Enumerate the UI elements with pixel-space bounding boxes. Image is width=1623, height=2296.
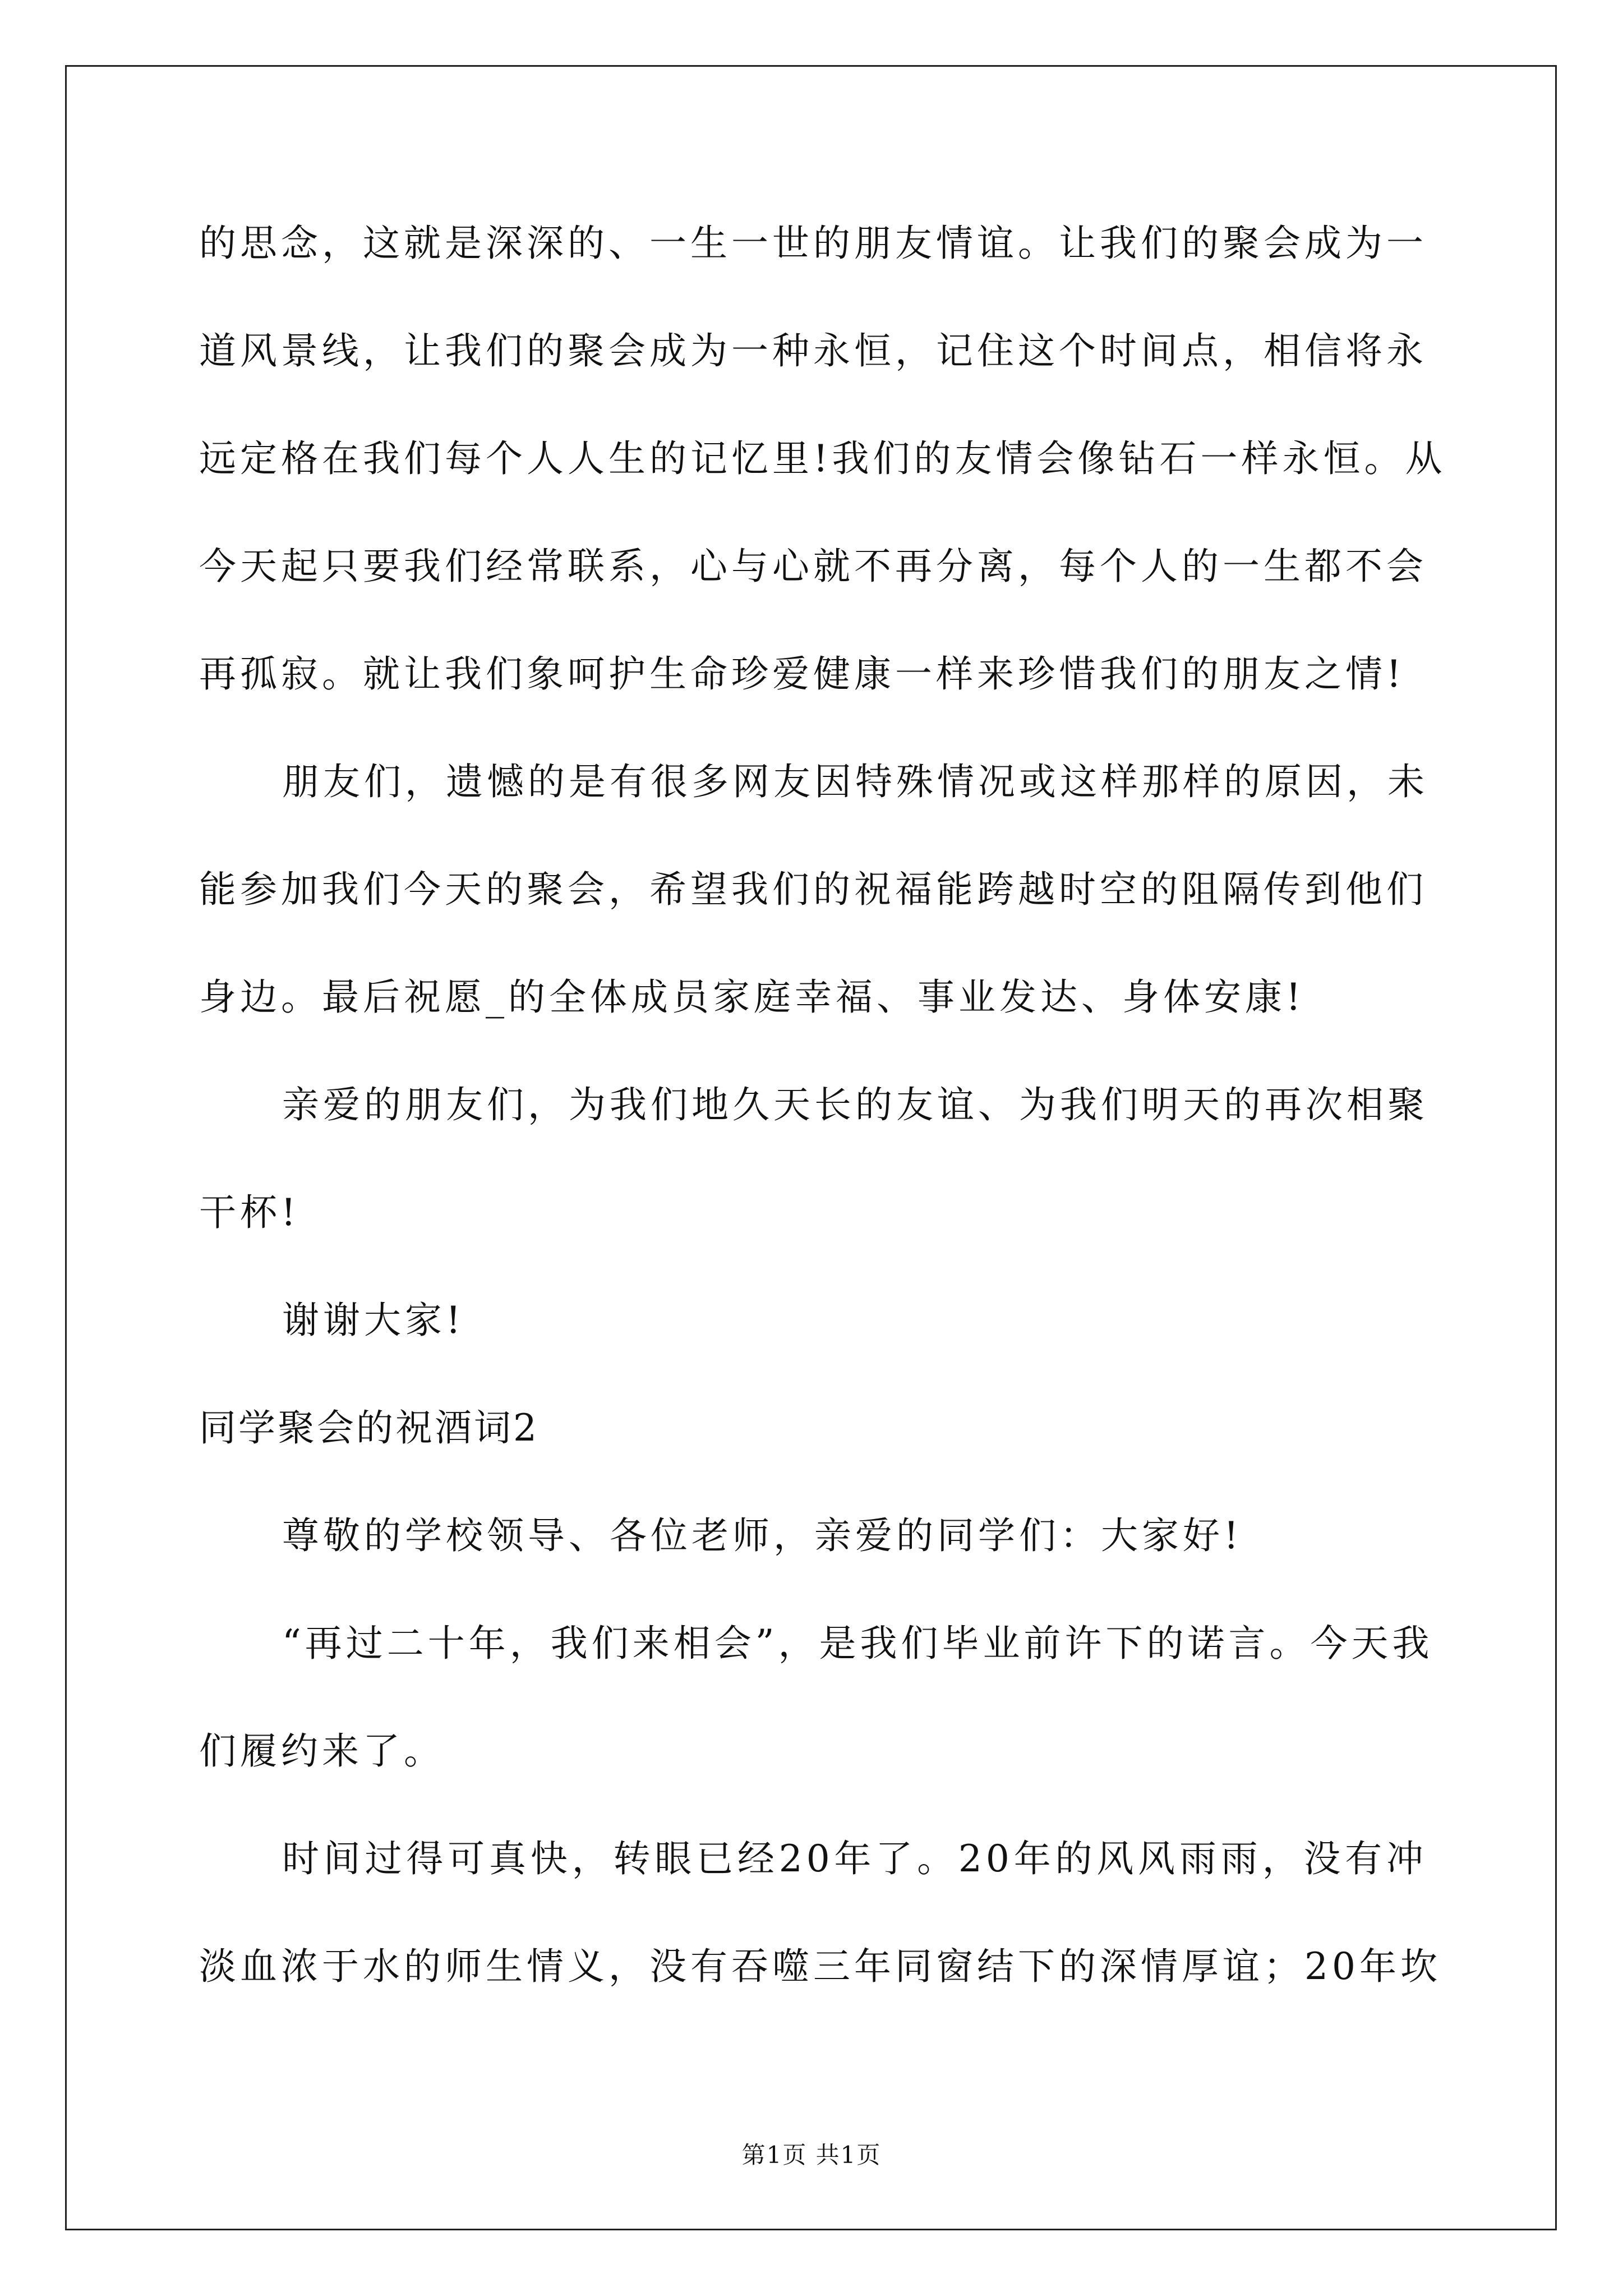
section-heading: 同学聚会的祝酒词2	[199, 1406, 539, 1450]
text-line: 今天起只要我们经常联系，心与心就不再分离，每个人的一生都不会	[199, 545, 1427, 588]
text-line: 再孤寂。就让我们象呵护生命珍爱健康一样来珍惜我们的朋友之情!	[199, 652, 1405, 696]
text-line: 道风景线，让我们的聚会成为一种永恒，记住这个时间点，相信将永	[199, 329, 1427, 372]
text-line: 身边。最后祝愿_的全体成员家庭幸福、事业发达、身体安康!	[199, 976, 1305, 1019]
paragraph-start-line: 朋友们，遗憾的是有很多网友因特殊情况或这样那样的原因，未	[282, 760, 1428, 803]
paragraph-start-line: “再过二十年，我们来相会”，是我们毕业前许下的诺言。今天我	[282, 1622, 1433, 1665]
paragraph-start-line: 谢谢大家!	[282, 1299, 465, 1342]
text-line: 们履约来了。	[199, 1729, 445, 1773]
text-line: 干杯!	[199, 1191, 300, 1234]
text-line: 能参加我们今天的聚会，希望我们的祝福能跨越时空的阻隔传到他们	[199, 868, 1427, 911]
text-line: 的思念，这就是深深的、一生一世的朋友情谊。让我们的聚会成为一	[199, 222, 1427, 265]
paragraph-start-line: 时间过得可真快，转眼已经20年了。20年的风风雨雨，没有冲	[282, 1837, 1427, 1880]
paragraph-start-line: 尊敬的学校领导、各位老师，亲爱的同学们：大家好!	[282, 1514, 1243, 1557]
page-footer: 第1页 共1页	[741, 2141, 882, 2169]
paragraph-start-line: 亲爱的朋友们，为我们地久天长的友谊、为我们明天的再次相聚	[282, 1083, 1428, 1126]
text-line: 淡血浓于水的师生情义，没有吞噬三年同窗结下的深情厚谊；20年坎	[199, 1945, 1441, 1988]
document-body	[199, 190, 1446, 2021]
text-line: 远定格在我们每个人人生的记忆里!我们的友情会像钻石一样永恒。从	[199, 437, 1446, 480]
